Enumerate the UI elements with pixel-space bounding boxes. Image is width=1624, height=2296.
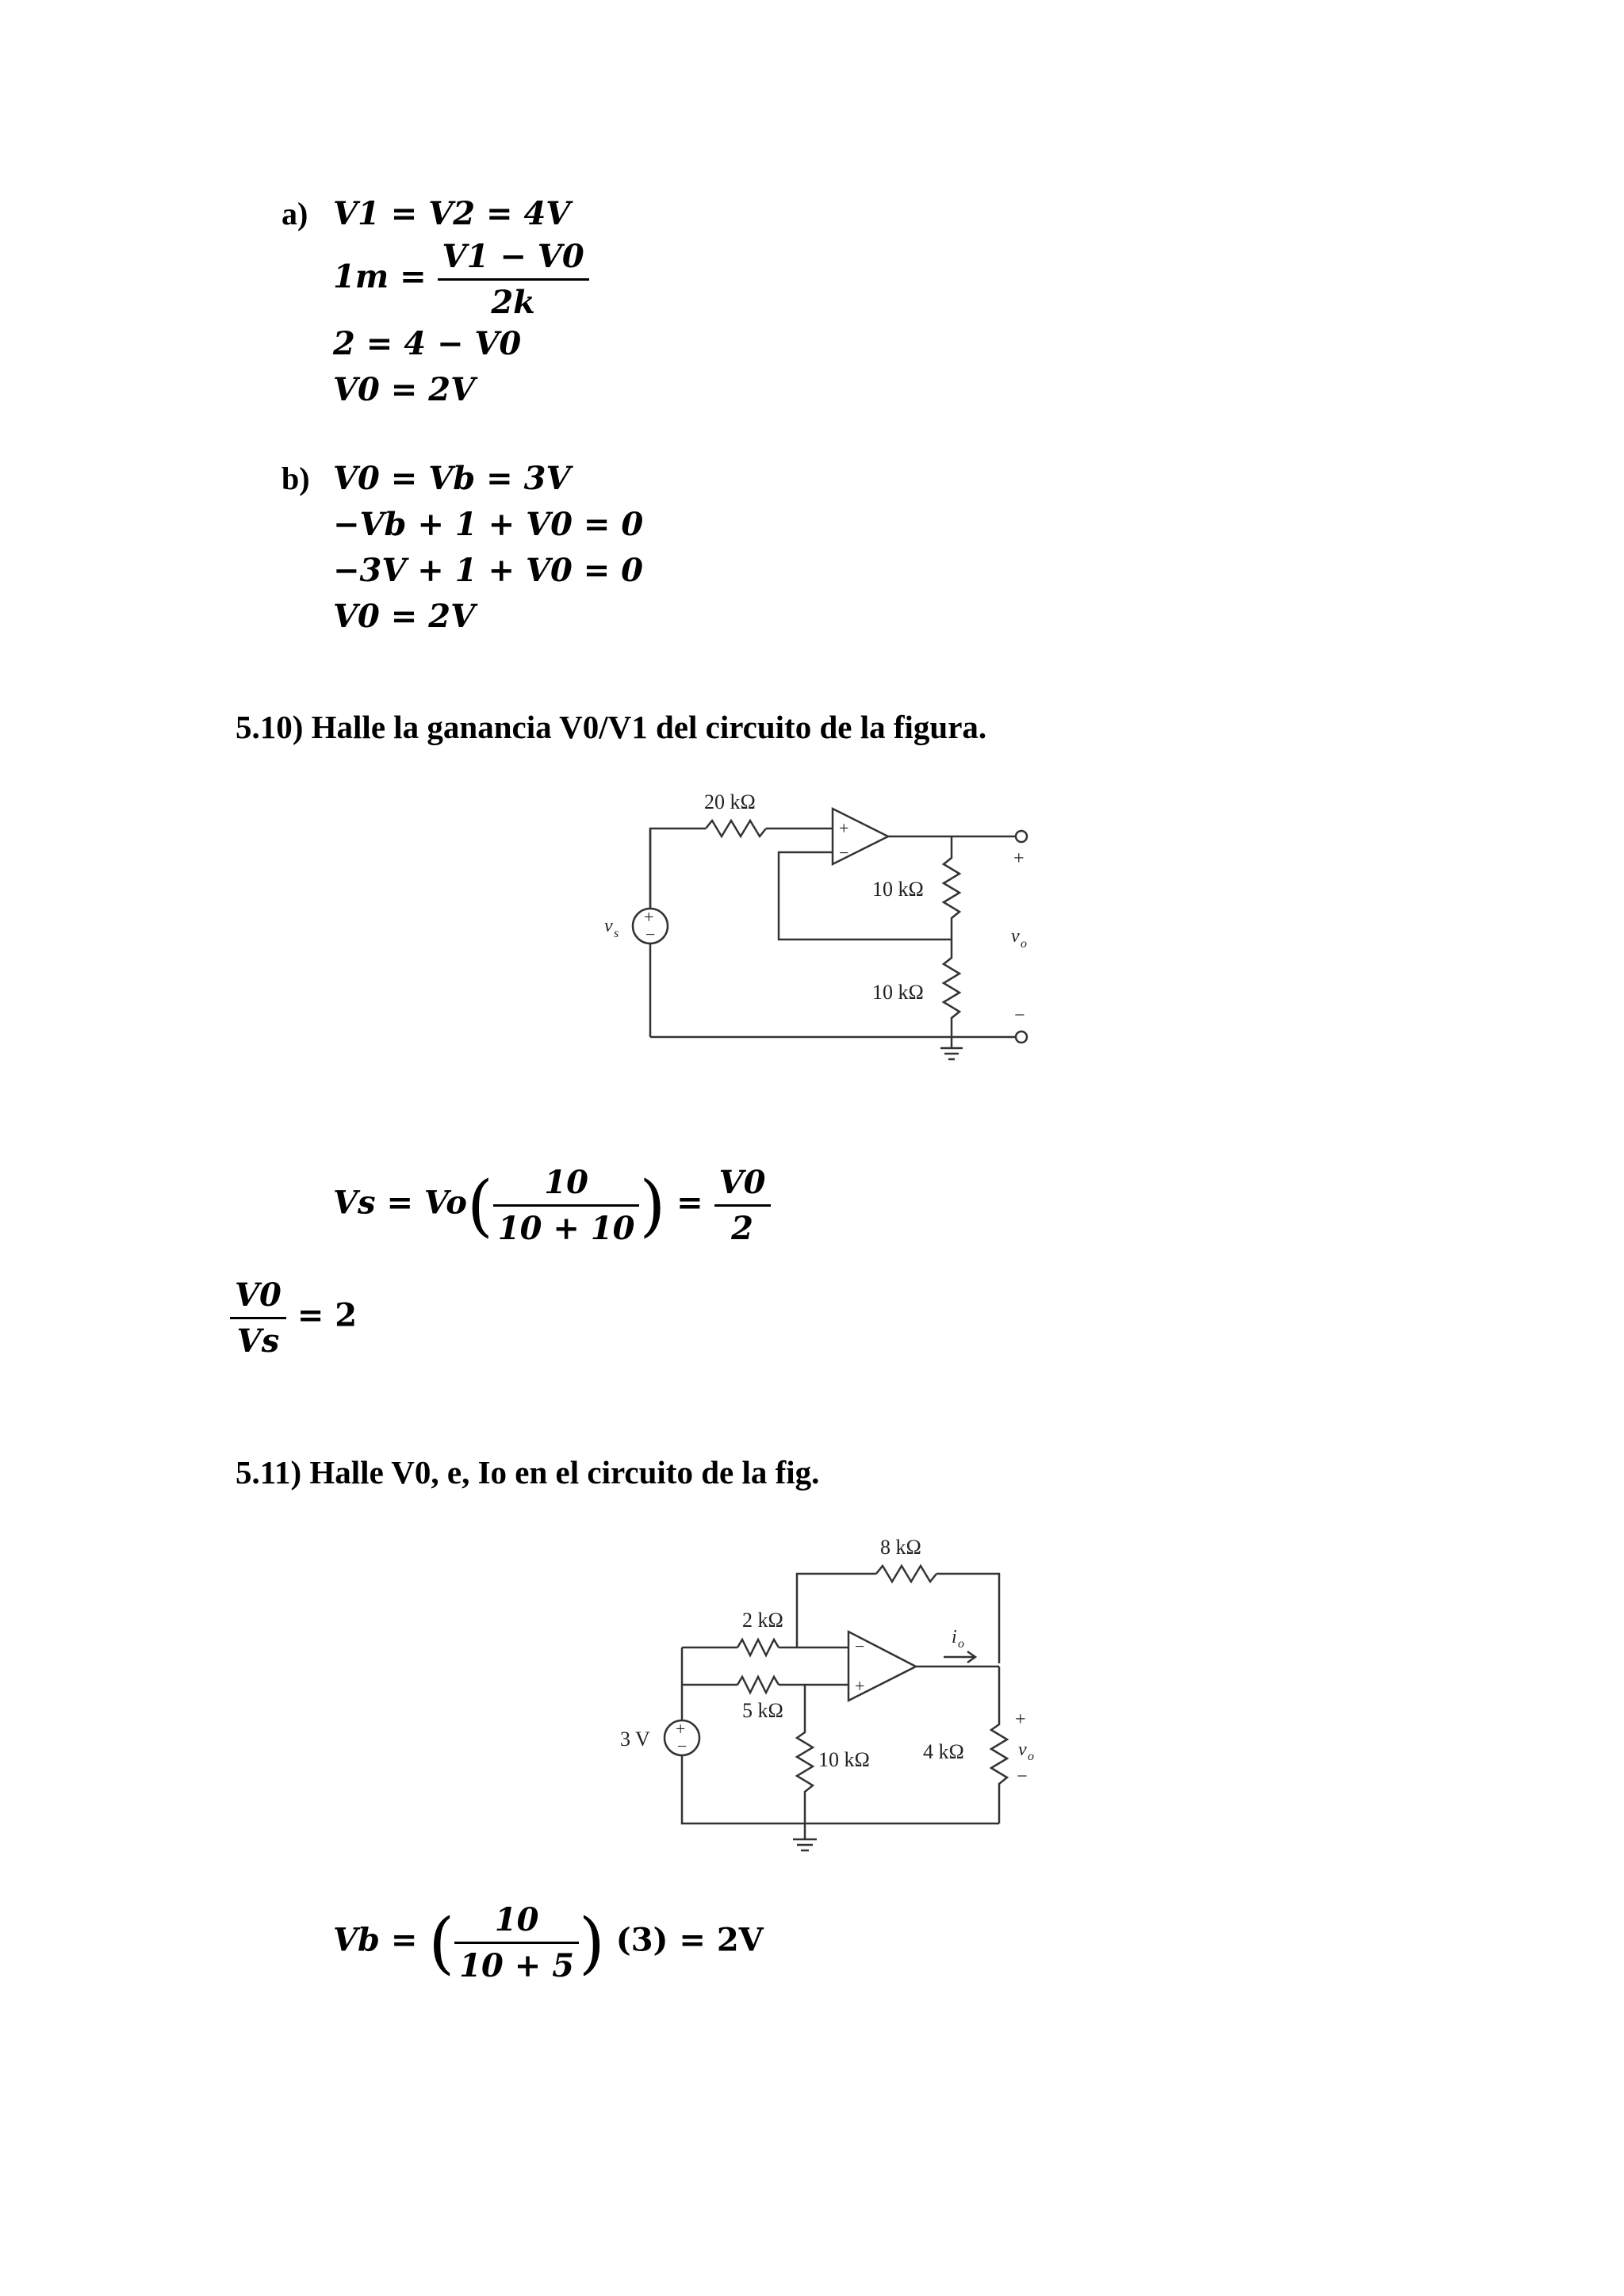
svg-text:−: − [677,1736,688,1756]
label-3v: 3 V [620,1728,650,1751]
problem-510-eq2 [230,1276,357,1360]
label-vo: v [1018,1739,1027,1760]
label-vo-sub: o [1028,1750,1034,1763]
part-a-eq2-denominator: 2k [491,284,535,321]
eq1-denominator: 10 + 10 [497,1210,635,1247]
label-vo: v [1011,926,1020,947]
label-2k: 2 kΩ [742,1609,783,1632]
label-io: i [952,1627,957,1647]
label-minus: − [1017,1766,1028,1787]
eq2-fraction [230,1276,286,1360]
part-b-eq3: −3V + 1 + V0 = 0 [333,552,644,589]
svg-text:+: + [644,907,654,927]
label-8k: 8 kΩ [880,1536,921,1559]
part-a-eq1: V1 = V2 = 4V [333,195,571,232]
label-plus: + [1013,848,1025,869]
label-10k-lower: 10 kΩ [872,981,924,1004]
label-minus: − [1014,1005,1025,1026]
part-a-eq2 [333,238,589,321]
resistor-10k-upper [944,836,959,939]
resistor-5k [737,1677,779,1693]
svg-text:+: + [855,1676,865,1696]
part-a-label: a) [282,196,308,232]
label-plus: + [1015,1709,1026,1730]
eq1-fraction [493,1164,640,1247]
circuit-511-diagram [603,1530,1063,1863]
part-a-eq4: V0 = 2V [333,371,476,408]
eq-fraction [454,1901,579,1984]
eq1-right-denominator: 2 [731,1210,753,1247]
label-vs-sub: s [614,927,619,940]
problem-510-eq1: Vs = Vo( $\frac{10}{10 + 10}$ ) = $\frac{V0}{2}$ [333,1164,771,1247]
part-a-eq3: 2 = 4 − V0 [333,325,522,362]
label-4k: 4 kΩ [923,1740,964,1763]
svg-text:−: − [645,924,656,944]
part-b-eq2: −Vb + 1 + V0 = 0 [333,506,644,543]
part-a-eq2-numerator: V1 − V0 [438,238,589,281]
label-vo-sub: o [1021,937,1027,951]
eq1-numerator: 10 [493,1164,640,1207]
eq2-numerator: V0 [230,1276,286,1319]
svg-text:−: − [839,843,849,863]
part-a-eq2-lhs: 1m = [333,258,427,296]
eq1-right-numerator: V0 [714,1164,771,1207]
label-20k: 20 kΩ [704,790,756,813]
part-b-eq1: V0 = Vb = 3V [333,460,571,497]
eq1-equals: = [676,1184,703,1222]
resistor-4k [991,1667,1007,1823]
svg-text:+: + [839,818,849,838]
problem-511-eq: Vb = ( $\frac{10}{10 + 5}$ ) (3) = 2V [333,1901,764,1984]
label-5k: 5 kΩ [742,1699,783,1722]
resistor-10k [797,1685,813,1823]
eq-rhs: (3) = 2V [615,1921,764,1959]
part-a-eq2-fraction [438,238,589,321]
circuit-510-diagram [571,785,1063,1086]
svg-text:+: + [676,1719,686,1739]
svg-text:−: − [855,1636,865,1656]
part-b-label: b) [282,461,310,496]
label-10k-upper: 10 kΩ [872,878,924,901]
eq2-denominator: Vs [236,1322,280,1360]
eq2-rhs: = 2 [297,1296,358,1334]
part-b-eq4: V0 = 2V [333,598,476,635]
label-io-sub: o [958,1637,964,1651]
resistor-10k-lower [944,939,959,1037]
resistor-8k [876,1566,936,1582]
label-vs: v [604,916,613,936]
problem-510-heading: 5.10) Halle la ganancia V0/V1 del circuito de la figura. [236,709,987,745]
eq-lhs: Vb = [333,1921,418,1959]
eq-numerator: 10 [454,1901,579,1944]
eq1-right-fraction [714,1164,771,1247]
problem-511-heading: 5.11) Halle V0, e, Io en el circuito de la fig. [236,1454,820,1490]
label-10k: 10 kΩ [818,1748,870,1771]
resistor-2k [737,1640,779,1655]
eq-denominator: 10 + 5 [459,1947,575,1984]
resistor-20k [706,821,766,836]
eq1-lhs: Vs = Vo [333,1184,467,1222]
